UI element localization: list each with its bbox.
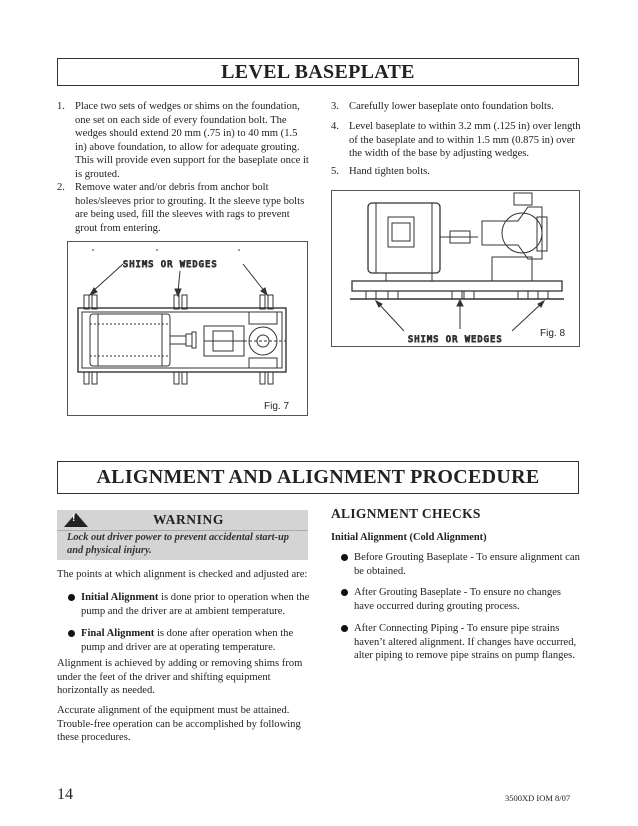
check-after-grouting: [341, 586, 591, 616]
text-line: [81, 591, 309, 605]
bullet-dot: [341, 625, 348, 632]
text-line: of the baseplate and to within 1.5 mm (0.875 in) over: [349, 134, 575, 146]
text-line: haven’t altered alignment. If changes have occurred,: [354, 636, 577, 648]
text-line: alter piping to remove pipe strains on pump flanges.: [354, 650, 575, 662]
check-before-grouting: [341, 551, 591, 581]
alignment-intro: The points at which alignment is checked and adjusted are:: [57, 569, 308, 580]
text-line: have occurred during grouting process.: [354, 600, 520, 612]
bullet-dot: [68, 594, 75, 601]
step-2: [57, 181, 317, 237]
warning-header: [57, 510, 308, 531]
warning-triangle-icon: [63, 512, 89, 528]
warning-exclamation: !: [72, 513, 76, 524]
alignment-paragraph-2: [57, 704, 319, 745]
alignment-checks-heading: ALIGNMENT CHECKS: [331, 506, 481, 521]
fig8-drawing: [332, 191, 579, 346]
term-rest: is done after operation when the: [154, 628, 294, 639]
fig8-label: Fig. 8: [540, 328, 566, 339]
text-line: pump and the driver are at ambient temperature.: [81, 605, 286, 617]
text-line: [81, 627, 293, 641]
step-4: [331, 120, 591, 164]
text-line: pump and driver are at operating temperature.: [81, 641, 276, 653]
warning-title: WARNING: [153, 512, 224, 527]
document-code: 3500XD IOM 8/07: [505, 793, 571, 803]
text-line: is grouted.: [75, 168, 120, 180]
text-line: be obtained.: [354, 565, 406, 577]
level-baseplate-heading: LEVEL BASEPLATE: [57, 58, 579, 86]
bullet-dot: [341, 554, 348, 561]
page-number: 14: [57, 786, 73, 803]
text-line: Alignment is achieved by adding or removing shims from: [57, 658, 303, 669]
text-line: Place two sets of wedges or shims on the foundation,: [75, 101, 300, 112]
text-line: Lock out driver power to prevent accidental start-up: [67, 532, 289, 543]
point-initial-alignment: [68, 591, 318, 621]
text-line: After Connecting Piping - To ensure pipe strains: [354, 623, 560, 634]
text-line: in) above foundation, to allow for adequate grouting.: [75, 141, 300, 153]
step-number: 5.: [331, 166, 339, 177]
bullet-text: [354, 551, 580, 578]
text-line: under the feet of the driver and shifting equipment: [57, 671, 271, 683]
bullet-text: [354, 586, 561, 613]
figure-8: [331, 190, 580, 347]
term-rest: is done prior to operation when the: [158, 592, 310, 603]
step-3: [331, 100, 591, 116]
bullet-dot: [341, 589, 348, 596]
text-line: Carefully lower baseplate onto foundation bolts.: [349, 101, 554, 112]
text-line: horizontally as needed.: [57, 685, 155, 697]
step-text: [349, 100, 554, 114]
text-line: these procedures.: [57, 732, 131, 744]
text-line: holes/sleeves prior to grouting. It the sleeve type bolts: [75, 195, 305, 207]
bullet-text: [81, 627, 293, 654]
alignment-paragraph-1: [57, 657, 319, 698]
fig7-shims-label: SHIMS OR WEDGES: [123, 260, 218, 270]
text-line: wedges should extend 20 mm (.75 in) to 40 mm (1.5: [75, 128, 298, 140]
check-after-piping: [341, 622, 591, 666]
warning-text: [67, 532, 289, 557]
text-line: Before Grouting Baseplate - To ensure alignment can: [354, 552, 580, 563]
text-line: Trouble-free operation can be accomplished by following: [57, 718, 301, 730]
fig8-shims-label: SHIMS OR WEDGES: [408, 335, 503, 345]
point-final-alignment: [68, 627, 318, 657]
alignment-heading: ALIGNMENT AND ALIGNMENT PROCEDURE: [57, 461, 579, 494]
text-line: the width of the base by adjusting wedges.: [349, 148, 530, 160]
text-line: Level baseplate to within 3.2 mm (.125 in) over length: [349, 121, 581, 132]
bullet-dot: [68, 630, 75, 637]
step-text: [349, 165, 430, 179]
text-line: Remove water and/or debris from anchor bolt: [75, 182, 269, 193]
text-line: This will provide even support for the baseplate once it: [75, 155, 309, 167]
fig7-drawing: [68, 242, 307, 415]
step-text: [75, 181, 304, 235]
text-line: Accurate alignment of the equipment must be attained.: [57, 705, 290, 716]
text-line: one set on each side of every foundation bolt. The: [75, 114, 287, 126]
fig7-label: Fig. 7: [264, 401, 290, 412]
term: Final Alignment: [81, 628, 155, 639]
warning-box: [57, 510, 308, 560]
term: Initial Alignment: [81, 592, 159, 603]
step-1: [57, 100, 317, 182]
initial-alignment-subheading: Initial Alignment (Cold Alignment): [331, 532, 487, 543]
step-text: [75, 100, 309, 182]
step-5: [331, 165, 591, 181]
step-number: 1.: [57, 101, 65, 112]
text-line: and physical injury.: [67, 544, 152, 556]
figure-7: [67, 241, 308, 416]
text-line: are being used, fill the sleeves with rags to prevent: [75, 209, 290, 221]
text-line: grout from entering.: [75, 222, 161, 234]
text-line: After Grouting Baseplate - To ensure no changes: [354, 587, 562, 598]
bullet-text: [81, 591, 309, 618]
step-number: 2.: [57, 182, 65, 193]
text-line: Hand tighten bolts.: [349, 166, 430, 177]
step-text: [349, 120, 581, 161]
step-number: 4.: [331, 121, 339, 132]
step-number: 3.: [331, 101, 339, 112]
bullet-text: [354, 622, 576, 663]
